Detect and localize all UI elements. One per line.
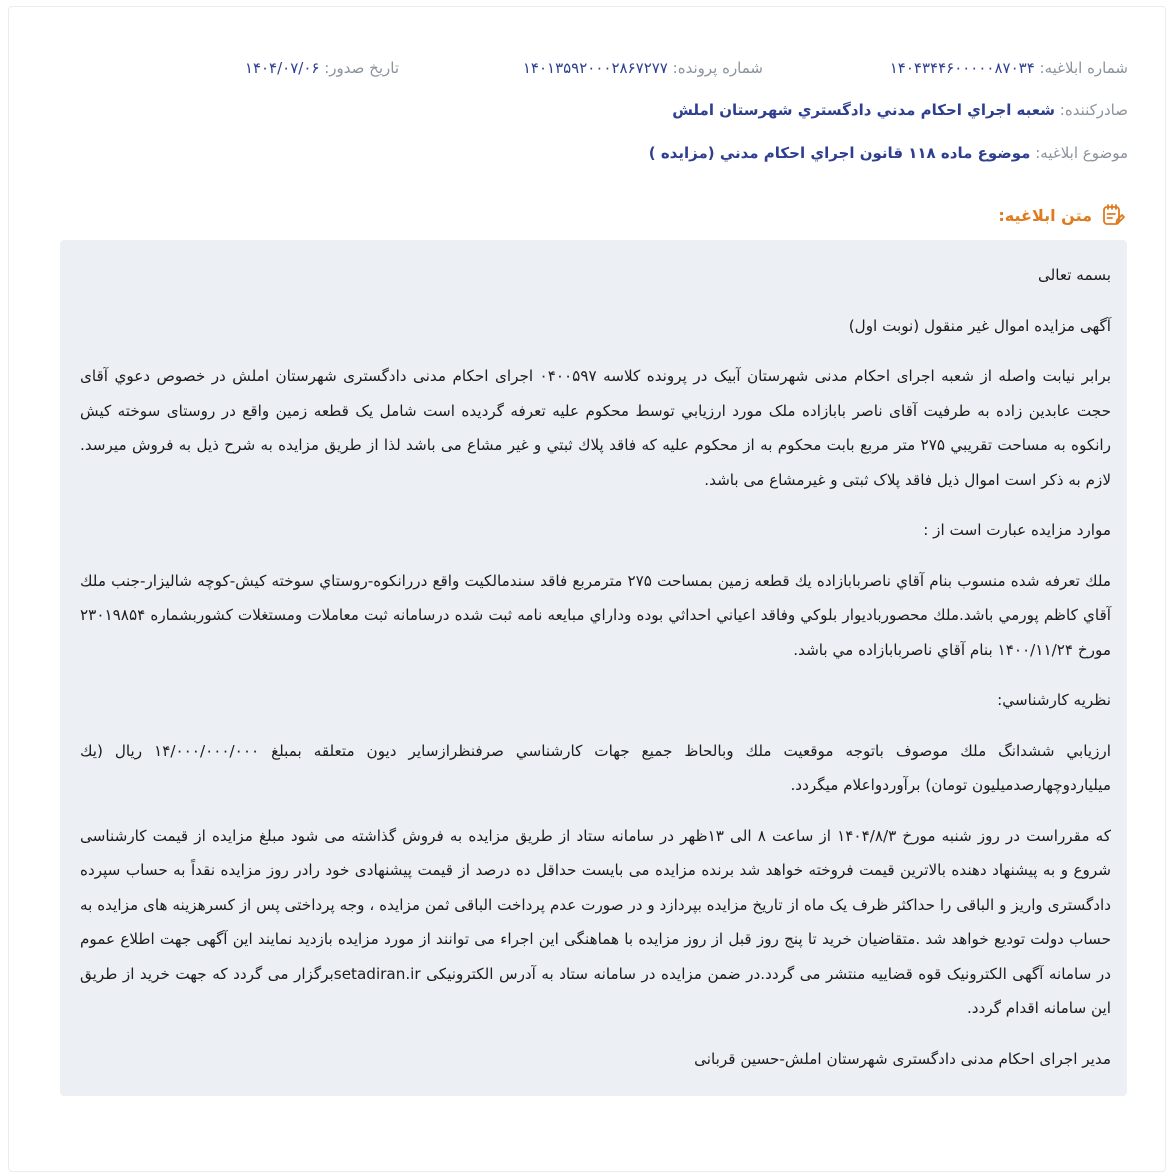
notice-meta-row <box>40 57 1128 81</box>
body-p3: برابر نیابت واصله از شعبه اجرای احکام مدنی شهرستان آبیک در پرونده کلاسه ۰۴۰۰۵۹۷ اجرای احکام مدنی دادگستری شهرستان املش در خصوص دعوي آقای حجت عابدین زاده به طرفیت آقای ناصر بابازاده ملک مورد ارزیابي توسط محکوم علیه تعرفه گردیده است شامل یک قطعه زمین واقع در روستای سوخته کیش رانکوه به مساحت تقریبي ۲۷۵ متر مربع بابت محکوم به از محکوم علیه که فاقد پلاك ثبتي و غیر مشاع می باشد لذا از طریق مزایده به شرح ذیل به فروش میرسد. لازم به ذکر است اموال ذیل فاقد پلاک ثبتی و غیرمشاع می باشد. <box>80 367 1112 489</box>
notice-text-title: متن ابلاغیه: <box>998 205 1092 225</box>
issuer-label: صادرکننده: <box>1059 101 1128 119</box>
notice-text-icon <box>1100 202 1126 228</box>
body-p6: نظريه كارشناسي: <box>997 691 1111 709</box>
body-p2: آگهی مزایده اموال غیر منقول (نوبت اول) <box>848 316 1111 335</box>
body-p7: ارزيابي ششدانگ ملك موصوف باتوجه موقعيت ملك وبالحاظ جميع جهات كارشناسي صرفنظرازساير ديون متعلقه بمبلغ ۱۴/۰۰۰/۰۰۰/۰۰۰ ريال (يك ميلياردوچهارصدميليون تومان) برآوردواعلام ميگردد. <box>80 741 1111 794</box>
subject-label: موضوع ابلاغیه: <box>1035 144 1128 162</box>
body-p8-part2: برگزار می گردد که جهت خرید از طریق این سامانه اقدام گردد. <box>80 964 1111 1017</box>
case-number-value: ۱۴۰۱۳۵۹۲۰۰۰۲۸۶۷۲۷۷ <box>522 59 668 77</box>
notice-number <box>890 57 1128 79</box>
setadiran-link[interactable]: setadiran.ir <box>333 964 421 983</box>
body-p1: بسمه تعالی <box>1038 266 1111 284</box>
body-p8-part1: که مقرراست در روز شنبه مورخ ۱۴۰۴/۸/۳ از ساعت ۸ الی ۱۳ظهر در سامانه ستاد از طریق مزایده به فروش گذاشته می شود مبلغ مزایده از قیمت کارشناسی شروع و به پیشنهاد دهنده بالاترین قیمت فروخته خواهد شد برنده مزایده می بایست حداقل ده درصد از قیمت پیشنهادی خود رادر روز مزایده نقداً به حساب سپرده دادگستری واریز و الباقی را حداکثر ظرف یک ماه از تاریخ مزایده بپردازد و در صورت عدم پرداخت الباقی ثمن مزایده ، وجه پرداختی پس از کسرهزینه های مزایده به حساب دولت تودیع خواهد شد .متقاضیان خرید تا پنج روز قبل از روز مزایده با هماهنگی این اجراء می توانند از مورد مزایده بازدید نمایند این آگهی جهت اطلاع عموم در سامانه آگهی الکترونیک قوه قضاییه منتشر می گردد.در ضمن مزایده در سامانه ستاد به آدرس الکترونیکی <box>80 826 1111 983</box>
body-p4: موارد مزایده عبارت است از : <box>923 521 1111 539</box>
body-p5: ملك تعرفه شده منسوب بنام آقاي ناصربابازاده يك قطعه زمين بمساحت ۲۷۵ مترمربع فاقد سندمالكيت واقع دررانكوه-روستاي سوخته كيش-كوچه شاليزار-جنب ملك آقاي كاظم پورمي باشد.ملك محصوربادیوار بلوكي وفاقد اعياني احداثي بوده وداراي مبايعه نامه ثبت شده درسامانه ثبت معاملات ومستغلات كشوربشماره ۲۳۰۱۹۸۵۴ مورخ ۱۴۰۰/۱۱/۲۴ بنام آقاي ناصربابازاده مي باشد. <box>80 571 1111 659</box>
notice-body <box>60 240 1127 1096</box>
body-p8 <box>80 819 1111 1026</box>
subject-row <box>649 142 1128 164</box>
case-number <box>523 57 763 79</box>
body-p9: مدیر اجرای احکام مدنی دادگستری شهرستان املش-حسین قربانی <box>694 1049 1111 1068</box>
notice-text-heading <box>998 202 1126 228</box>
issue-date-value: ۱۴۰۴/۰۷/۰۶ <box>244 59 320 77</box>
notice-number-label: شماره ابلاغیه: <box>1039 59 1128 77</box>
issuer-value: شعبه اجراي احکام مدني دادگستري شهرستان املش <box>672 101 1055 119</box>
case-number-label: شماره پرونده: <box>672 59 763 77</box>
issue-date <box>245 57 399 79</box>
issuer-row <box>672 99 1128 121</box>
notice-number-value: ۱۴۰۴۳۴۴۶۰۰۰۰۰۸۷۰۳۴ <box>889 59 1035 77</box>
subject-value: موضوع ماده ۱۱۸ قانون اجراي احکام مدني (مزايده ) <box>648 144 1031 162</box>
issue-date-label: تاریخ صدور: <box>324 59 399 77</box>
